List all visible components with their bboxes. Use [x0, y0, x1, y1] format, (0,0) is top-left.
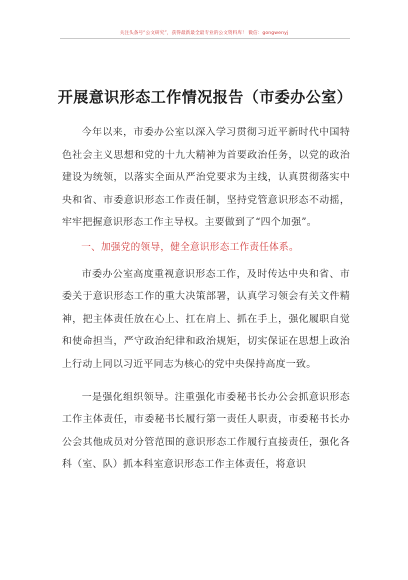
intro-paragraph: 今年以来，市委办公室以深入学习贯彻习近平新时代中国特色社会主义思想和党的十九大精神为首要政治任务，以党的政治建设为统领，以落实全面从严治党要求为主线，认真贯彻落实中央和省、市委意识形态工作责任制，坚持党管意识形态不动摇，牢牢把握意识形态工作主导权。主要做到了“四个加强”。 — [62, 127, 350, 229]
document-title: 开展意识形态工作情况报告（市委办公室） — [57, 88, 353, 106]
document-body — [62, 122, 350, 477]
body-paragraph: 一是强化组织领导。注重强化市委秘书长办公会抓意识形态工作主体责任，市委秘书长履行第一责任人职责，市委秘书长办公会其他成员对分管范围的意识形态工作履行直接责任，强化各科（室、队）抓本科室意识形态工作主体责任，将意识 — [62, 391, 350, 471]
header-note: 关注头条号“公文研究”，获得最新最全最专业的公文资料库！ 微信：gongwenyj — [119, 31, 289, 36]
body-paragraph: 市委办公室高度重视意识形态工作，及时传达中央和省、市委关于意识形态工作的重大决策部署，认真学习领会有关文件精神，把主体责任放在心上、扛在肩上、抓在手上，强化履职自觉和使命担当，严守政治纪律和政治规矩，切实保证在思想上政治上行动上同以习近平同志为核心的党中央保持高度一致。 — [62, 268, 350, 370]
header-divider — [60, 38, 350, 39]
section-heading: 一、加强党的领导，健全意识形态工作责任体系。 — [81, 241, 299, 253]
